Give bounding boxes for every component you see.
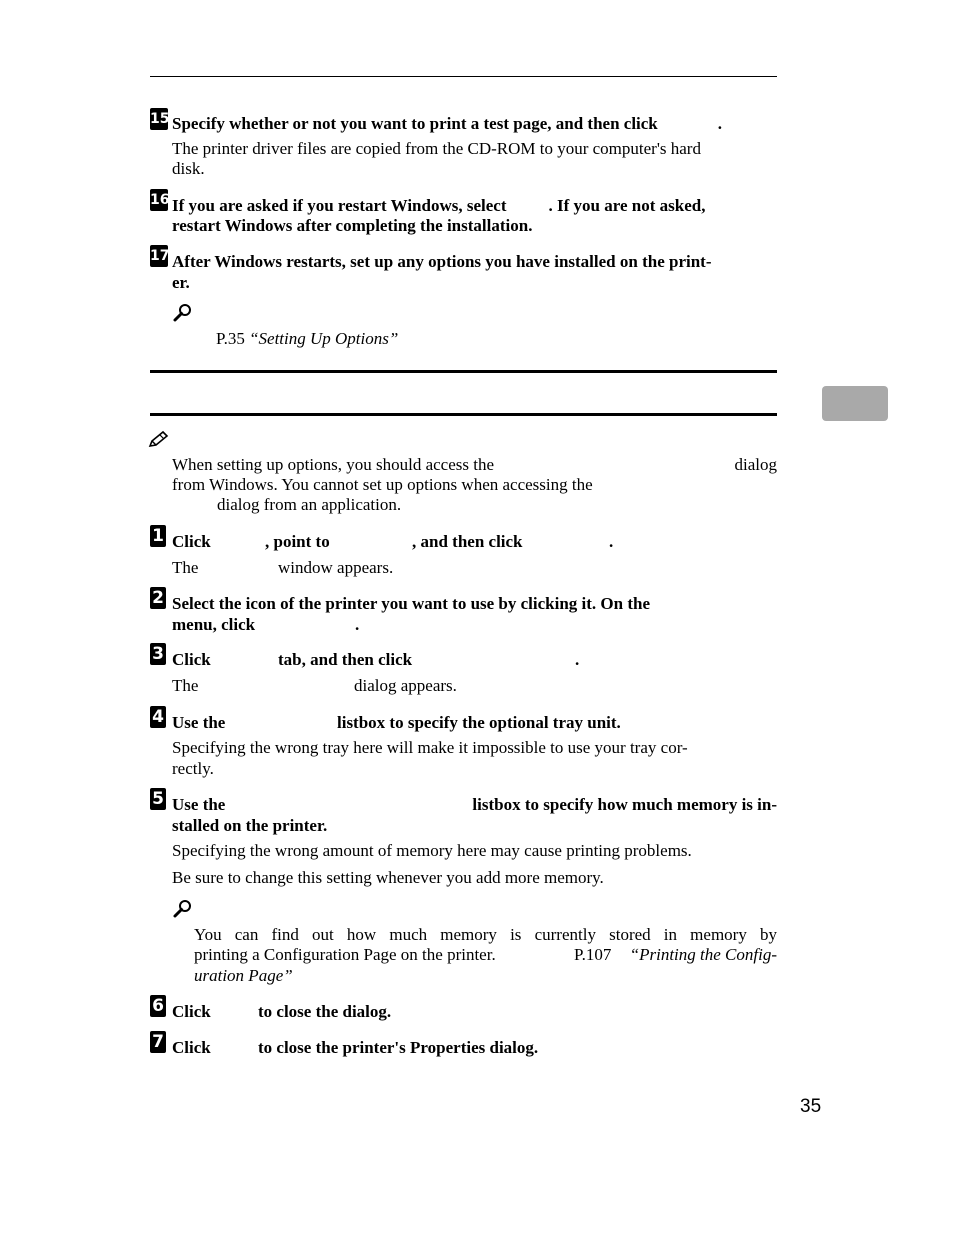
section-rule-top [150,370,777,373]
options-step-5-reference-2[interactable]: printing a Configuration Page on the printer. P.107 “Printing the Config- [194,945,777,964]
magnifier-icon [172,898,194,920]
options-step-6-badge: 6 [150,995,166,1017]
options-step-7-badge: 7 [150,1031,166,1053]
step-16-badge: 16 [150,189,168,211]
options-step-5-instruction-2: stalled on the printer. [172,816,328,835]
options-step-7-instruction: Click to close the printer's Properties dialog. [172,1038,539,1057]
options-step-3-badge: 3 [150,643,166,665]
note-line-1: When setting up options, you should access the dialog [172,455,777,474]
step-17-badge: 17 [150,245,168,267]
pencil-icon [148,430,170,448]
step-17-reference[interactable]: P.35 “Setting Up Options” [216,329,399,348]
options-step-3-body: The dialog appears. [172,676,457,695]
options-step-5-badge: 5 [150,788,166,810]
step-15-badge: 15 [150,108,168,130]
options-step-4-body-1: Specifying the wrong tray here will make it impossible to use your tray cor- [172,738,688,757]
section-rule-bottom [150,413,777,416]
options-step-1-instruction: Click , point to , and then click . [172,532,614,551]
options-step-3-instruction: Click tab, and then click . [172,650,580,669]
step-17-instruction-1: After Windows restarts, set up any options you have installed on the print- [172,252,712,271]
note-line-2: from Windows. You cannot set up options when accessing the [172,475,593,494]
step-16-instruction-1: If you are asked if you restart Windows, select . If you are not asked, [172,196,706,215]
page-number: 35 [800,1096,822,1117]
options-step-5-reference-1: You can find out how much memory is currently stored in memory by [194,925,777,944]
step-15-instruction: Specify whether or not you want to print a test page, and then click . [172,114,723,133]
header-rule [150,76,777,77]
options-step-5-body-2: Be sure to change this setting whenever you add more memory. [172,868,604,887]
note-line-3: dialog from an application. [217,495,402,514]
chapter-tab [822,386,888,421]
options-step-5-reference-3[interactable]: uration Page” [194,966,293,985]
options-step-5-body-1: Specifying the wrong amount of memory here may cause printing problems. [172,841,692,860]
options-step-1-body: The window appears. [172,558,394,577]
options-step-2-instruction-2: menu, click . [172,615,360,634]
options-step-2-instruction-1: Select the icon of the printer you want to use by clicking it. On the [172,594,651,613]
options-step-4-badge: 4 [150,706,166,728]
step-16-instruction-2: restart Windows after completing the installation. [172,216,533,235]
options-step-6-instruction: Click to close the dialog. [172,1002,392,1021]
options-step-1-badge: 1 [150,525,166,547]
options-step-4-body-2: rectly. [172,759,214,778]
magnifier-icon [172,302,194,324]
options-step-5-instruction-1: Use the listbox to specify how much memory is in- [172,795,777,814]
options-step-4-instruction: Use the listbox to specify the optional tray unit. [172,713,621,732]
options-step-2-badge: 2 [150,587,166,609]
step-15-body-2: disk. [172,159,205,178]
step-15-body-1: The printer driver files are copied from the CD-ROM to your computer's hard [172,139,701,158]
step-17-instruction-2: er. [172,273,190,292]
